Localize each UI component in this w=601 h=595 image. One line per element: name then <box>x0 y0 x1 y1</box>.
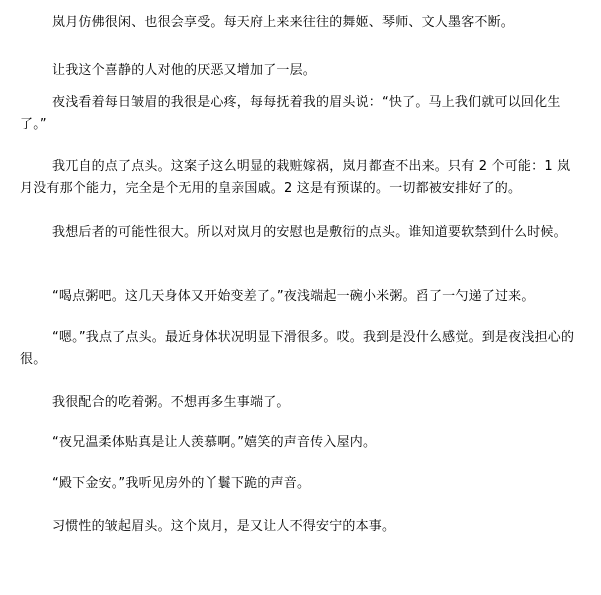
paragraph-9: “夜兄温柔体贴真是让人羡慕啊。”嬉笑的声音传入屋内。 <box>52 435 377 450</box>
paragraph-6: “喝点粥吧。这几天身体又开始变差了。”夜浅端起一碗小米粥。舀了一勺递了过来。 <box>52 289 535 304</box>
paragraph-10: “殿下金安。”我听见房外的丫鬟下跪的声音。 <box>52 476 311 491</box>
paragraph-1: 岚月仿佛很闲、也很会享受。每天府上来来往往的舞姬、琴师、文人墨客不断。 <box>52 15 515 30</box>
paragraph-4: 我兀自的点了点头。这案子这么明显的栽赃嫁祸，岚月都查不出来。只有 2 个可能：1 岚月没有那个能力，完全是个无用的皇亲国戚。2 这是有预谋的。一切都被安排好了的。 <box>20 159 571 196</box>
paragraph-7: “嗯。”我点了点头。最近身体状况明显下滑很多。哎。我到是没什么感觉。到是夜浅担心的很。 <box>20 330 575 367</box>
paragraph-3: 夜浅看着每日皱眉的我很是心疼，每每抚着我的眉头说：“快了。马上我们就可以回化生了。” <box>20 95 561 132</box>
paragraph-5: 我想后者的可能性很大。所以对岚月的安慰也是敷衍的点头。谁知道要软禁到什么时候。 <box>52 225 567 240</box>
paragraph-2: 让我这个喜静的人对他的厌恶又增加了一层。 <box>52 63 317 78</box>
paragraph-11: 习惯性的皱起眉头。这个岚月，是又让人不得安宁的本事。 <box>52 519 396 534</box>
paragraph-8: 我很配合的吃着粥。不想再多生事端了。 <box>52 395 290 410</box>
